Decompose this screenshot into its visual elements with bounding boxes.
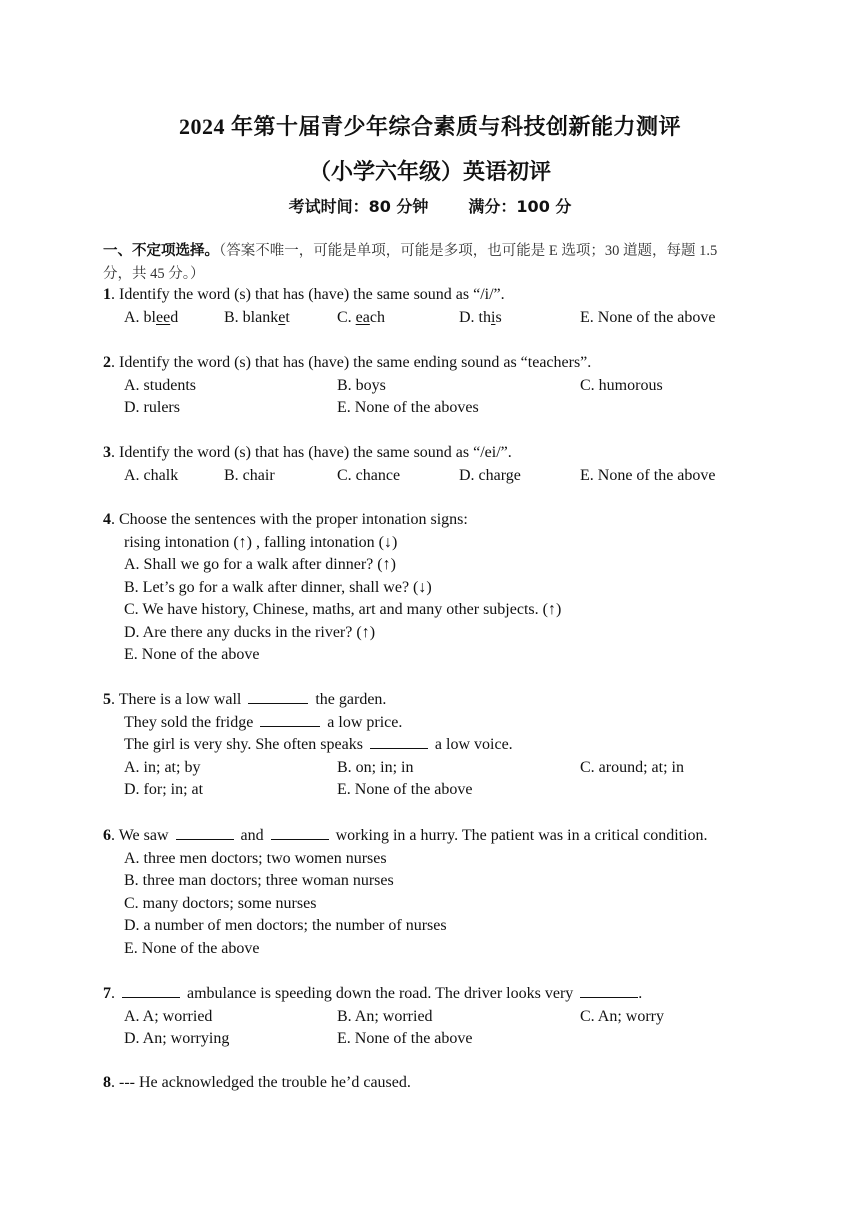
option-e: E. None of the above xyxy=(124,646,260,663)
question-stem-line2: rising intonation (↑) , falling intonation (↓) xyxy=(124,533,398,551)
question-7 xyxy=(103,983,783,1051)
question-number: 5 xyxy=(103,691,111,708)
question-6 xyxy=(103,825,783,960)
option-a: A. in; at; by xyxy=(124,758,201,776)
question-number: 3 xyxy=(103,444,111,461)
option-b: B. Let’s go for a walk after dinner, shall we? (↓) xyxy=(124,578,432,596)
answer-blank xyxy=(122,983,180,998)
question-text: . Choose the sentences with the proper intonation signs: xyxy=(111,511,468,528)
option-e: E. None of the aboves xyxy=(337,399,479,416)
option-e: E. None of the above xyxy=(124,939,260,957)
option-a: A. chalk xyxy=(124,466,179,484)
option-c: C. humorous xyxy=(580,376,663,394)
question-number: 6 xyxy=(103,827,111,844)
question-stem xyxy=(103,442,783,465)
question-4 xyxy=(103,509,783,667)
option-a: A. students xyxy=(124,376,196,394)
options-row xyxy=(103,375,783,398)
options-row xyxy=(103,757,783,780)
question-sentence-3: The girl is very shy. She often speaks a low voice. xyxy=(124,736,513,753)
options-row xyxy=(103,1006,783,1029)
option-d: D. a number of men doctors; the number of nurses xyxy=(124,917,447,934)
question-stem: 6. We saw and working in a hurry. The patient was in a critical condition. xyxy=(103,827,708,844)
exam-title: 2024 年第十届青少年综合素质与科技创新能力测评 xyxy=(178,114,681,139)
options-row xyxy=(103,779,783,802)
question-number: 4 xyxy=(103,511,111,528)
option-c: C. many doctors; some nurses xyxy=(124,894,317,912)
option-b: B. boys xyxy=(337,376,386,394)
question-text: . Identify the word (s) that has (have) the same sound as “/i/”. xyxy=(111,286,505,303)
question-stem: 7. ambulance is speeding down the road. The driver looks very . xyxy=(103,985,643,1002)
question-text: . Identify the word (s) that has (have) the same sound as “/ei/”. xyxy=(111,444,512,461)
section-title: 一、不定项选择。 xyxy=(103,243,219,259)
question-5 xyxy=(103,689,783,802)
option-d: D. Are there any ducks in the river? (↑) xyxy=(124,623,376,641)
options-row xyxy=(103,397,783,420)
question-number: 8 xyxy=(103,1074,111,1091)
option-e: E. None of the above xyxy=(337,1030,473,1047)
option-d: D. rulers xyxy=(124,399,180,416)
full-score: 满分：100 分 xyxy=(468,197,572,216)
answer-blank xyxy=(271,825,329,840)
question-number: 7 xyxy=(103,985,111,1002)
section-note-line2: 分，共 45 分。） xyxy=(103,266,205,282)
question-sentence-2: They sold the fridge a low price. xyxy=(124,713,403,731)
question-stem xyxy=(103,352,783,375)
option-a: A. Shall we go for a walk after dinner? (↑) xyxy=(124,556,396,573)
question-8 xyxy=(103,1072,783,1095)
option-e: E. None of the above xyxy=(580,466,716,484)
option-c: C. each xyxy=(337,308,385,326)
option-b: B. three man doctors; three woman nurses xyxy=(124,872,394,889)
question-stem xyxy=(103,1072,783,1095)
question-stem xyxy=(103,284,783,307)
option-a: A. three men doctors; two women nurses xyxy=(124,849,387,867)
option-e: E. None of the above xyxy=(580,308,716,326)
option-b: B. An; worried xyxy=(337,1007,433,1025)
question-2 xyxy=(103,352,783,420)
question-text: . Identify the word (s) that has (have) the same ending sound as “teachers”. xyxy=(111,354,592,371)
answer-blank xyxy=(248,689,308,704)
option-c: C. chance xyxy=(337,466,401,484)
option-d: D. charge xyxy=(459,466,521,484)
answer-blank xyxy=(260,712,320,727)
question-3 xyxy=(103,442,783,487)
option-e: E. None of the above xyxy=(337,781,473,798)
exam-time: 考试时间：80 分钟 xyxy=(288,197,429,216)
question-sentence-1: 5. There is a low wall the garden. xyxy=(103,691,387,708)
option-b: B. blanket xyxy=(224,308,290,326)
option-a: A. bleed xyxy=(124,308,179,326)
exam-info xyxy=(0,194,860,217)
section-note-line1: （答案不唯一，可能是单项，可能是多项，也可能是 E 选项；30 道题，每题 1.5 xyxy=(219,243,718,259)
option-a: A. A; worried xyxy=(124,1007,213,1025)
question-number: 1 xyxy=(103,286,111,303)
option-c: C. We have history, Chinese, maths, art and many other subjects. (↑) xyxy=(124,601,562,618)
answer-blank xyxy=(176,825,234,840)
question-1 xyxy=(103,284,783,329)
answer-blank xyxy=(580,983,638,998)
options-row xyxy=(103,307,783,330)
option-c: C. around; at; in xyxy=(580,758,684,776)
section-instructions xyxy=(103,240,763,286)
exam-subtitle: （小学六年级）英语初评 xyxy=(308,159,551,184)
option-d: D. An; worrying xyxy=(124,1030,230,1047)
option-b: B. on; in; in xyxy=(337,758,414,776)
option-d: D. for; in; at xyxy=(124,781,204,798)
answer-blank xyxy=(370,734,428,749)
option-d: D. this xyxy=(459,308,502,326)
options-row xyxy=(103,465,783,488)
option-b: B. chair xyxy=(224,466,275,484)
options-row xyxy=(103,1028,783,1051)
question-number: 2 xyxy=(103,354,111,371)
option-c: C. An; worry xyxy=(580,1007,664,1025)
question-stem xyxy=(103,509,783,532)
question-text: . --- He acknowledged the trouble he’d caused. xyxy=(111,1074,411,1091)
